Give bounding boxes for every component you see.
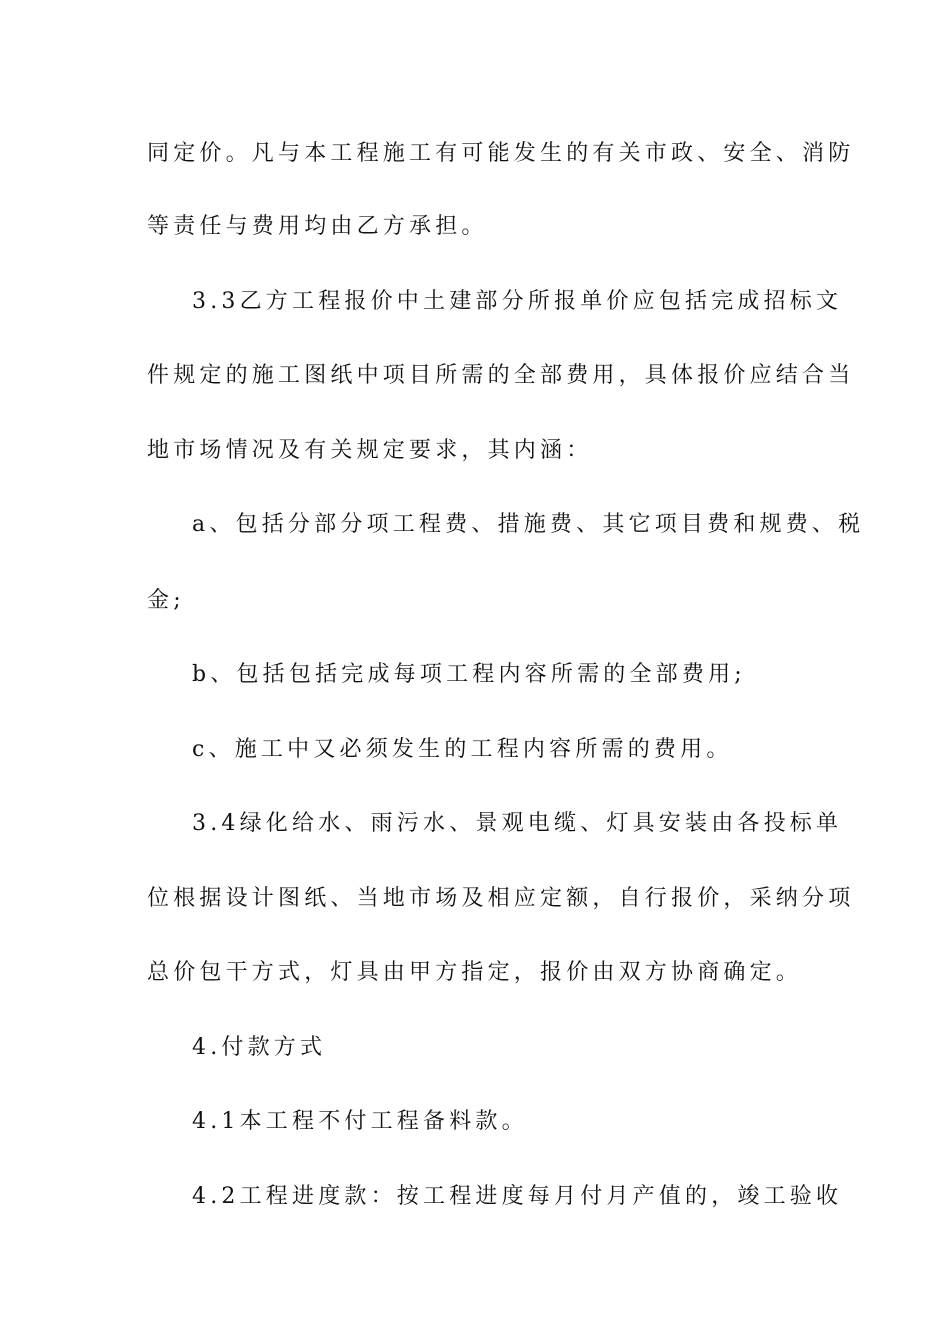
- text-line: 金;: [147, 588, 185, 613]
- text-line: 位根据设计图纸、当地市场及相应定额，自行报价，采纳分项: [147, 886, 855, 911]
- list-item-a: a、包括分部分项工程费、措施费、其它项目费和规费、税: [192, 512, 865, 537]
- paragraph-4-1-line: 4.1本工程不付工程备料款。: [192, 1109, 528, 1134]
- text-line: 件规定的施工图纸中项目所需的全部费用，具体报价应结合当: [147, 363, 855, 388]
- paragraph-3-4-line: 3.4绿化给水、雨污水、景观电缆、灯具安装由各投标单: [192, 811, 843, 836]
- paragraph-3-3-line: 3.3乙方工程报价中土建部分所报单价应包括完成招标文: [192, 289, 843, 314]
- section-heading-payment: 4.付款方式: [192, 1035, 327, 1060]
- list-item-c: c、施工中又必须发生的工程内容所需的费用。: [192, 737, 733, 762]
- text-line: 等责任与费用均由乙方承担。: [147, 214, 488, 239]
- text-line: 总价包干方式，灯具由甲方指定，报价由双方协商确定。: [147, 960, 803, 985]
- list-item-b: b、包括包括完成每项工程内容所需的全部费用;: [192, 662, 746, 687]
- text-line: 同定价。凡与本工程施工有可能发生的有关市政、安全、消防: [147, 141, 855, 166]
- text-line: 地市场情况及有关规定要求，其内涵：: [147, 438, 593, 463]
- paragraph-4-2-line: 4.2工程进度款：按工程进度每月付月产值的，竣工验收: [192, 1184, 843, 1209]
